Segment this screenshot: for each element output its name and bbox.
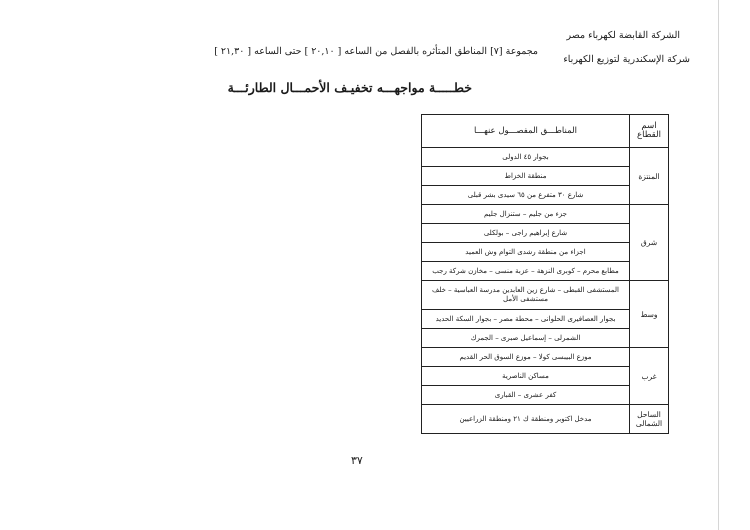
table-row [422, 348, 669, 367]
table-header-row [422, 115, 669, 148]
col-sector-header: اسم القطاع [630, 115, 669, 148]
table-row [422, 405, 669, 434]
area-cell: كفر عشرى – القبارى [422, 386, 630, 405]
table-row [422, 148, 669, 167]
area-cell: مدخل اكتوبر ومنطقة ك ٢١ ومنطقة الزراعيين [422, 405, 630, 434]
area-cell: بجوار العصافيرى الحلوانى – محطة مصر – بجوار السكة الحديد [422, 310, 630, 329]
company-name-distribution: شركة الإسكندرية لتوزيع الكهرباء [563, 54, 690, 65]
area-cell: شارع ٣٠ متفرع من ٦٥ سيدى بشر قبلى [422, 186, 630, 205]
area-cell: بجوار ٤٥ الدولى [422, 148, 630, 167]
company-name-holding: الشركة القابضة لكهرباء مصر [566, 30, 680, 41]
col-areas-header: المناطـــق المفصـــول عنهـــا [422, 115, 630, 148]
area-cell: موزع البيبسى كولا – موزع السوق الحر القديم [422, 348, 630, 367]
page-title: خطـــــة مواجهـــه تخفيـف الأحمـــال الطارئـــة [227, 80, 472, 95]
table-row [422, 281, 669, 310]
area-cell: مطابع محرم – كوبرى النزهة – عزبة منسى – مخازن شركة رجب [422, 262, 630, 281]
group-schedule-line: مجموعة [٧] المناطق المتأثره بالفصل من الساعه [ ٢٠,١٠ ] حتى الساعه [ ٢١,٣٠ ] [214, 46, 538, 57]
area-cell: شارع إبراهيم راجى – بولكلى [422, 224, 630, 243]
sector-name: شرق [630, 205, 669, 281]
area-cell: اجزاء من منطقة رشدى التوام وش العميد [422, 243, 630, 262]
area-cell: جزء من جليم – ستنزال جليم [422, 205, 630, 224]
area-cell: الشمرلى – إسماعيل صبرى – الجمرك [422, 329, 630, 348]
sector-name: الساحل الشمالى [630, 405, 669, 434]
page-edge-line [718, 0, 719, 530]
load-shedding-table [421, 114, 669, 434]
page-number: ٣٧ [351, 454, 363, 467]
table-row [422, 205, 669, 224]
sector-name: المنتزة [630, 148, 669, 205]
sector-name: غرب [630, 348, 669, 405]
sector-name: وسط [630, 281, 669, 348]
area-cell: منطقة الخزاط [422, 167, 630, 186]
area-cell: مساكن الناصرية [422, 367, 630, 386]
area-cell: المستشفى القبطى – شارع زين العابدين مدرسة العباسية – خلف مستشفى الأمل [422, 281, 630, 310]
